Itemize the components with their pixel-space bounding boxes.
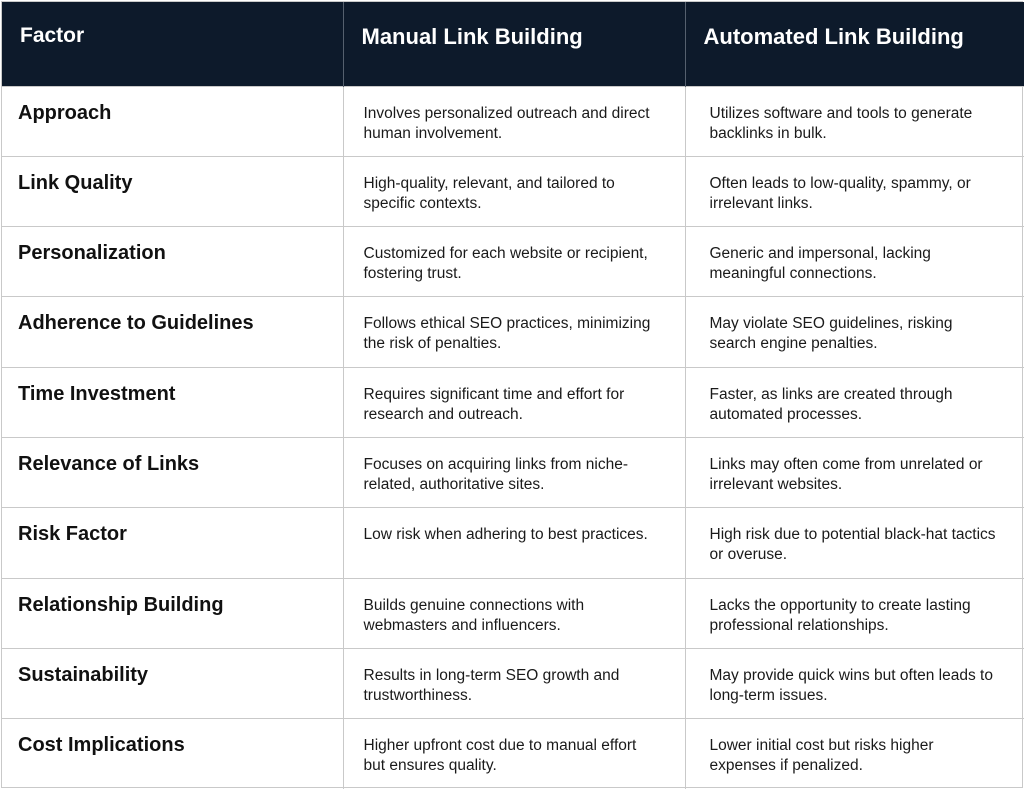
table-row <box>2 648 1024 718</box>
comparison-table <box>2 2 1024 789</box>
automated-cell: Links may often come from unrelated or irrelevant websites. <box>685 437 1024 507</box>
manual-cell: Low risk when adhering to best practices. <box>343 508 685 578</box>
factor-cell: Sustainability <box>2 648 343 718</box>
table-row <box>2 719 1024 789</box>
automated-cell: Often leads to low-quality, spammy, or irrelevant links. <box>685 156 1024 226</box>
header-automated: Automated Link Building <box>685 2 1024 86</box>
automated-cell: Lacks the opportunity to create lasting professional relationships. <box>685 578 1024 648</box>
table-row <box>2 297 1024 367</box>
table-header <box>2 2 1024 86</box>
table-body <box>2 86 1024 789</box>
manual-cell: Involves personalized outreach and direct human involvement. <box>343 86 685 156</box>
table-row <box>2 227 1024 297</box>
manual-cell: Focuses on acquiring links from niche-related, authoritative sites. <box>343 437 685 507</box>
header-manual: Manual Link Building <box>343 2 685 86</box>
header-factor: Factor <box>20 24 85 47</box>
table-row <box>2 578 1024 648</box>
factor-cell: Link Quality <box>2 156 343 226</box>
table-row <box>2 86 1024 156</box>
factor-cell: Relevance of Links <box>2 437 343 507</box>
factor-cell: Adherence to Guidelines <box>2 297 343 367</box>
manual-cell: Results in long-term SEO growth and trustworthiness. <box>343 648 685 718</box>
manual-cell: Requires significant time and effort for research and outreach. <box>343 367 685 437</box>
factor-cell: Approach <box>2 86 343 156</box>
table-row <box>2 437 1024 507</box>
factor-cell: Risk Factor <box>2 508 343 578</box>
manual-cell: Higher upfront cost due to manual effort but ensures quality. <box>343 719 685 789</box>
comparison-table-container <box>1 1 1023 788</box>
manual-cell: Customized for each website or recipient, fostering trust. <box>343 227 685 297</box>
manual-cell: Follows ethical SEO practices, minimizing the risk of penalties. <box>343 297 685 367</box>
table-row <box>2 508 1024 578</box>
header-row <box>2 2 1024 86</box>
automated-cell: May provide quick wins but often leads to long-term issues. <box>685 648 1024 718</box>
table-row <box>2 367 1024 437</box>
automated-cell: High risk due to potential black-hat tactics or overuse. <box>685 508 1024 578</box>
factor-cell: Personalization <box>2 227 343 297</box>
factor-cell: Time Investment <box>2 367 343 437</box>
automated-cell: Generic and impersonal, lacking meaningful connections. <box>685 227 1024 297</box>
automated-cell: Lower initial cost but risks higher expenses if penalized. <box>685 719 1024 789</box>
table-row <box>2 156 1024 226</box>
factor-cell: Relationship Building <box>2 578 343 648</box>
automated-cell: Faster, as links are created through automated processes. <box>685 367 1024 437</box>
automated-cell: May violate SEO guidelines, risking search engine penalties. <box>685 297 1024 367</box>
manual-cell: High-quality, relevant, and tailored to specific contexts. <box>343 156 685 226</box>
factor-cell: Cost Implications <box>2 719 343 789</box>
manual-cell: Builds genuine connections with webmasters and influencers. <box>343 578 685 648</box>
automated-cell: Utilizes software and tools to generate backlinks in bulk. <box>685 86 1024 156</box>
